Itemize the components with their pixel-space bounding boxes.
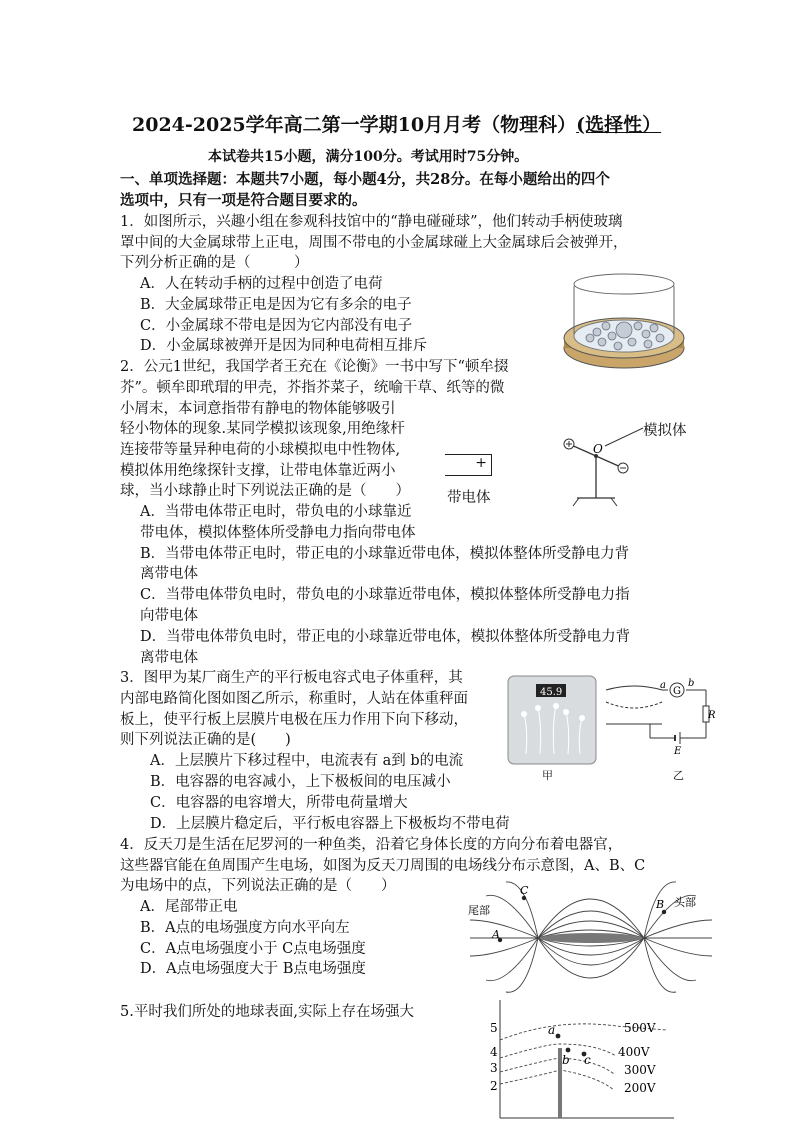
- q4-stem-line: 为电场中的点，下列说法正确的是（ ）: [120, 878, 396, 894]
- q2-stem-line: 连接带等量异种电荷的小球模拟电中性物体,: [120, 442, 401, 458]
- point-a-label: a: [548, 1023, 556, 1037]
- point-b-label: B: [656, 898, 665, 911]
- q3-figure-scale: [506, 674, 598, 766]
- label-e: E: [674, 746, 682, 757]
- q5-stem-line: 5.平时我们所处的地球表面,实际上存在场强大: [120, 1004, 414, 1020]
- q3-stem-line: 内部电路简化图如图乙所示，称重时，人站在体重秤面: [120, 691, 468, 707]
- point-b-label: b: [562, 1053, 570, 1067]
- section-heading-line1: 一、单项选择题：本题共7小题，每小题4分，共28分。在每小题给出的四个: [120, 171, 610, 188]
- q1-stem-line: 罩中间的大金属球带上正电，周围不带电的小金属球碰上大金属球后会被弹开，: [120, 235, 628, 251]
- point-a-label: A: [492, 928, 500, 941]
- q1-option-b: B．大金属球带正电是因为它有多余的电子: [140, 297, 412, 313]
- q4-figure-field-lines: [466, 880, 716, 992]
- q2-stem-line: 球，当小球静止时下列说法正确的是（ ）: [120, 483, 410, 499]
- q1-option-a: A．人在转动手柄的过程中创造了电荷: [140, 276, 383, 292]
- q4-option-c: C．A点电场强度小于 C点电场强度: [140, 941, 366, 957]
- q2-option-d-cont: 离带电体: [140, 650, 198, 666]
- point-c-label: c: [584, 1053, 591, 1067]
- q4-option-d: D．A点电场强度大于 B点电场强度: [140, 961, 366, 977]
- q2-option-b: B．当带电体带正电时，带正电的小球靠近带电体，模拟体整体所受静电力背: [140, 546, 630, 562]
- q3-option-b: B．电容器的电容减小，上下极板间的电压减小: [150, 774, 451, 790]
- galvanometer-g: G: [673, 686, 681, 697]
- potential-label: 200V: [624, 1081, 656, 1095]
- scale-display: 45.9: [540, 687, 563, 698]
- q2-stem-line: 模拟体用绝缘探针支撑，让带电体靠近两小: [120, 463, 396, 479]
- potential-label: 500V: [624, 1021, 656, 1035]
- y-tick: 4: [490, 1045, 498, 1059]
- label-r: R: [708, 710, 716, 721]
- q2-stem-line: 2．公元1世纪，我国学者王充在《论衡》一书中写下“顿牟掇: [120, 359, 509, 375]
- q3-option-d: D．上层膜片稳定后，平行板电容器上下极板均不带电荷: [150, 816, 510, 832]
- q2-option-c: C．当带电体带负电时，带负电的小球靠近带电体，模拟体整体所受静电力指: [140, 587, 630, 603]
- head-label: 头部: [674, 896, 696, 909]
- q4-stem-line: 4．反天刀是生活在尼罗河的一种鱼类，沿着它身体长度的方向分布着电器官，: [120, 837, 623, 853]
- page-title: [132, 110, 661, 137]
- q2-stem-line: 芥”。顿牟即玳瑁的甲壳，芥指芥菜子，统喻干草、纸等的微: [120, 380, 505, 396]
- label-a: a: [660, 680, 666, 691]
- label-b: b: [688, 678, 695, 689]
- fig-jia-label: 甲: [542, 769, 553, 782]
- model-label: 模拟体: [643, 423, 687, 439]
- tail-label: 尾部: [468, 904, 490, 917]
- pivot-label: O: [593, 442, 603, 456]
- q2-option-c-cont: 向带电体: [140, 608, 198, 624]
- q2-stem-line: 轻小物体的现象.某同学模拟该现象,用绝缘杆: [120, 421, 405, 437]
- potential-label: 400V: [618, 1045, 650, 1059]
- q2-option-a: A．当带电体带正电时，带负电的小球靠近: [140, 504, 412, 520]
- q2-option-d: D．当带电体带负电时，带正电的小球靠近带电体，模拟体整体所受静电力背: [140, 629, 631, 645]
- charged-body-sign: +: [475, 455, 487, 471]
- point-c-label: C: [520, 884, 529, 897]
- q1-stem-line: 1．如图所示，兴趣小组在参观科技馆中的“静电碰碰球”，他们转动手柄使玻璃: [120, 214, 623, 230]
- q5-figure-equipotential: [486, 1000, 676, 1122]
- q1-stem-line: 下列分析正确的是（ ）: [120, 255, 309, 271]
- section-heading-line2: 选项中，只有一项是符合题目要求的。: [120, 192, 367, 209]
- q4-option-a: A．尾部带正电: [140, 899, 238, 915]
- fig-yi-label: 乙: [673, 769, 684, 782]
- potential-label: 300V: [624, 1063, 656, 1077]
- q1-figure-glass-dome: [562, 268, 686, 372]
- q4-option-b: B．A点的电场强度方向水平向左: [140, 920, 350, 936]
- charged-body-label: 带电体: [447, 490, 491, 506]
- q3-option-c: C．电容器的电容增大，所带电荷量增大: [150, 795, 408, 811]
- q3-stem-line: 板上，使平行板上层膜片电极在压力作用下向下移动，: [120, 712, 468, 728]
- q2-stem-line: 小屑末，本词意指带有静电的物体能够吸引: [120, 401, 396, 417]
- y-tick: 5: [490, 1021, 498, 1035]
- q1-option-c: C．小金属球不带电是因为它内部没有电子: [140, 318, 413, 334]
- q2-option-a-cont: 带电体，模拟体整体所受静电力指向带电体: [140, 525, 416, 541]
- q4-stem-line: 这些器官能在鱼周围产生电场，如图为反天刀周围的电场线分布示意图，A、B、C: [120, 858, 646, 874]
- y-tick: 3: [490, 1061, 498, 1075]
- q2-figure-model: [555, 420, 651, 510]
- exam-info: 本试卷共15小题，满分100分。考试用时75分钟。: [208, 149, 529, 165]
- charged-body: [445, 454, 492, 476]
- q2-option-b-cont: 离带电体: [140, 566, 198, 582]
- q1-option-d: D．小金属球被弹开是因为同种电荷相互排斥: [140, 338, 428, 354]
- title-suffix: (选择性）: [576, 114, 662, 136]
- q3-stem-line: 3．图甲为某厂商生产的平行板电容式电子体重秤，其: [120, 670, 463, 686]
- q3-option-a: A．上层膜片下移过程中，电流表有 a到 b的电流: [150, 753, 464, 769]
- q3-figure-circuit: [604, 676, 714, 764]
- q3-stem-line: 则下列说法正确的是( ): [120, 732, 291, 748]
- title-main: 2024-2025学年高二第一学期10月月考（物理科）: [132, 114, 577, 136]
- y-tick: 2: [490, 1079, 498, 1093]
